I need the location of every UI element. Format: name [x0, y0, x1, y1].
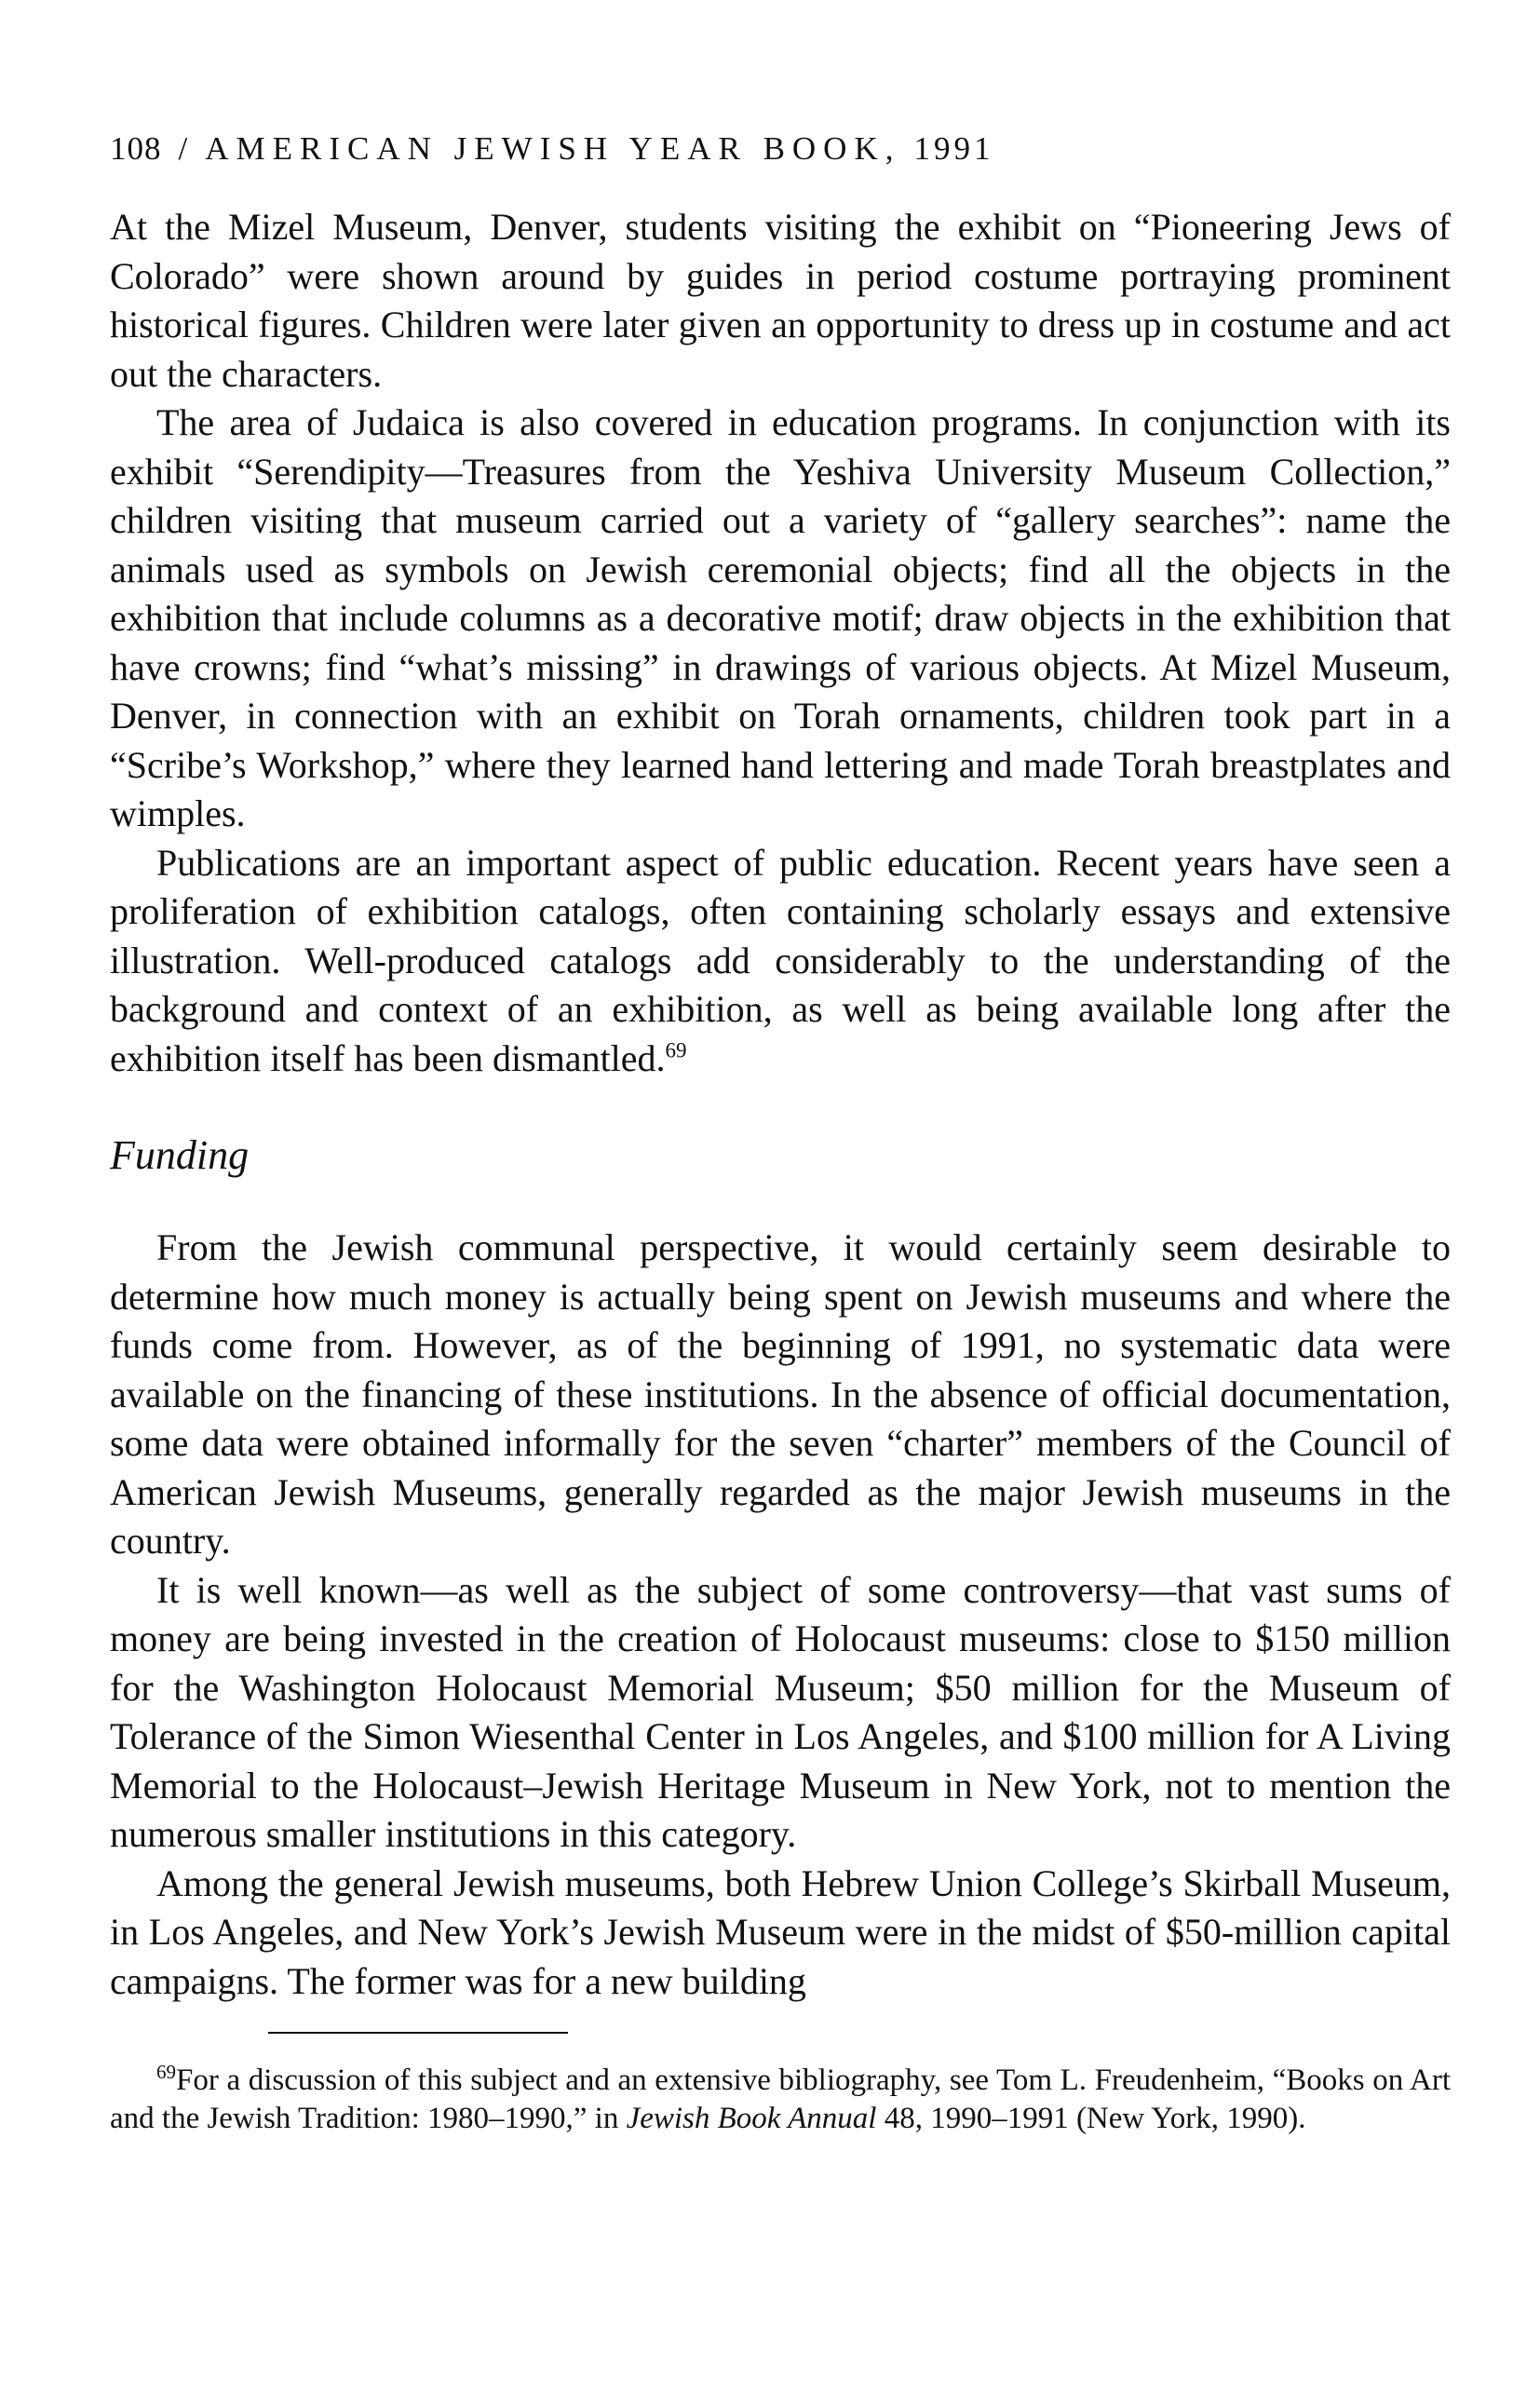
paragraph-mizel-pioneering: At the Mizel Museum, Denver, students visiting the exhibit on “Pioneering Jews of Colorado” were shown around by guides in period costume portraying prominent historical figures. Children were later given an opportunity to dress up in costume and act out the characters. [110, 206, 1451, 395]
book-page [110, 130, 1451, 2138]
footnote-text-before: For a discussion of this subject and an extensive bibliography, see Tom L. Freudenheim, “Books on Art and the Jewish Tradition: 1980–1990,” in [110, 2063, 1451, 2135]
footnote-text-after: 48, 1990–1991 (New York, 1990). [876, 2102, 1306, 2135]
paragraph-judaica-education: The area of Judaica is also covered in education programs. In conjunction with its exhibit “Serendipity—Treasures from the Yeshiva University Museum Collection,” children visiting that museum carried out a variety of “gallery searches”: name the animals used as symbols on Jewish ceremonial objects; find all the objects in the exhibition that include columns as a decorative motif; draw objects in the exhibition that have crowns; find “what’s missing” in drawings of various objects. At Mizel Museum, Denver, in connection with an exhibit on Torah ornaments, children took part in a “Scribe’s Workshop,” where they learned hand lettering and made Torah breastplates and wimples. [110, 401, 1451, 834]
paragraph-communal-perspective: From the Jewish communal perspective, it would certainly seem desirable to determine how much money is actually being spent on Jewish museums and where the funds come from. However, as of the beginning of 1991, no systematic data were available on the financing of these institutions. In the absence of official documentation, some data were obtained informally for the seven “charter” members of the Council of American Jewish Museums, generally regarded as the major Jewish museums in the country. [110, 1226, 1451, 1562]
footnote-reference: 69 [665, 1038, 687, 1062]
footnote-journal-title: Jewish Book Annual [626, 2102, 877, 2135]
paragraph-publications [110, 839, 1451, 1084]
paragraph-holocaust-museums: It is well known—as well as the subject of some controversy—that vast sums of money are being invested in the creation of Holocaust museums: close to $150 million for the Washington Holocaust Memorial Museum; $50 million for the Museum of Tolerance of the Simon Wiesenthal Center in Los Angeles, and $100 million for A Living Memorial to the Holocaust–Jewish Heritage Museum in New York, not to mention the numerous smaller institutions in this category. [110, 1568, 1451, 1855]
paragraph-publications-text: Publications are an important aspect of public education. Recent years have seen a proliferation of exhibition catalogs, often containing scholarly essays and extensive illustration. Well-produced catalogs add considerably to the understanding of the background and context of an exhibition, as well as being available long after the exhibition itself has been dismantled. [110, 841, 1451, 1079]
running-head-title: AMERICAN JEWISH YEAR BOOK, [205, 130, 901, 167]
running-head [110, 130, 1451, 168]
page-number: 108 [110, 130, 162, 167]
footnote-rule [268, 2032, 568, 2034]
footnote-number: 69 [156, 2061, 176, 2083]
paragraph-capital-campaigns: Among the general Jewish museums, both Hebrew Union College’s Skirball Museum, in Los Angeles, and New York’s Jewish Museum were in the midst of $50-million capital campaigns. The former was for a new building [110, 1861, 1451, 2002]
running-head-year: 1991 [913, 130, 994, 167]
header-separator: / [178, 130, 189, 167]
footnote-69 [110, 2062, 1451, 2138]
section-heading-funding: Funding [110, 1132, 250, 1178]
